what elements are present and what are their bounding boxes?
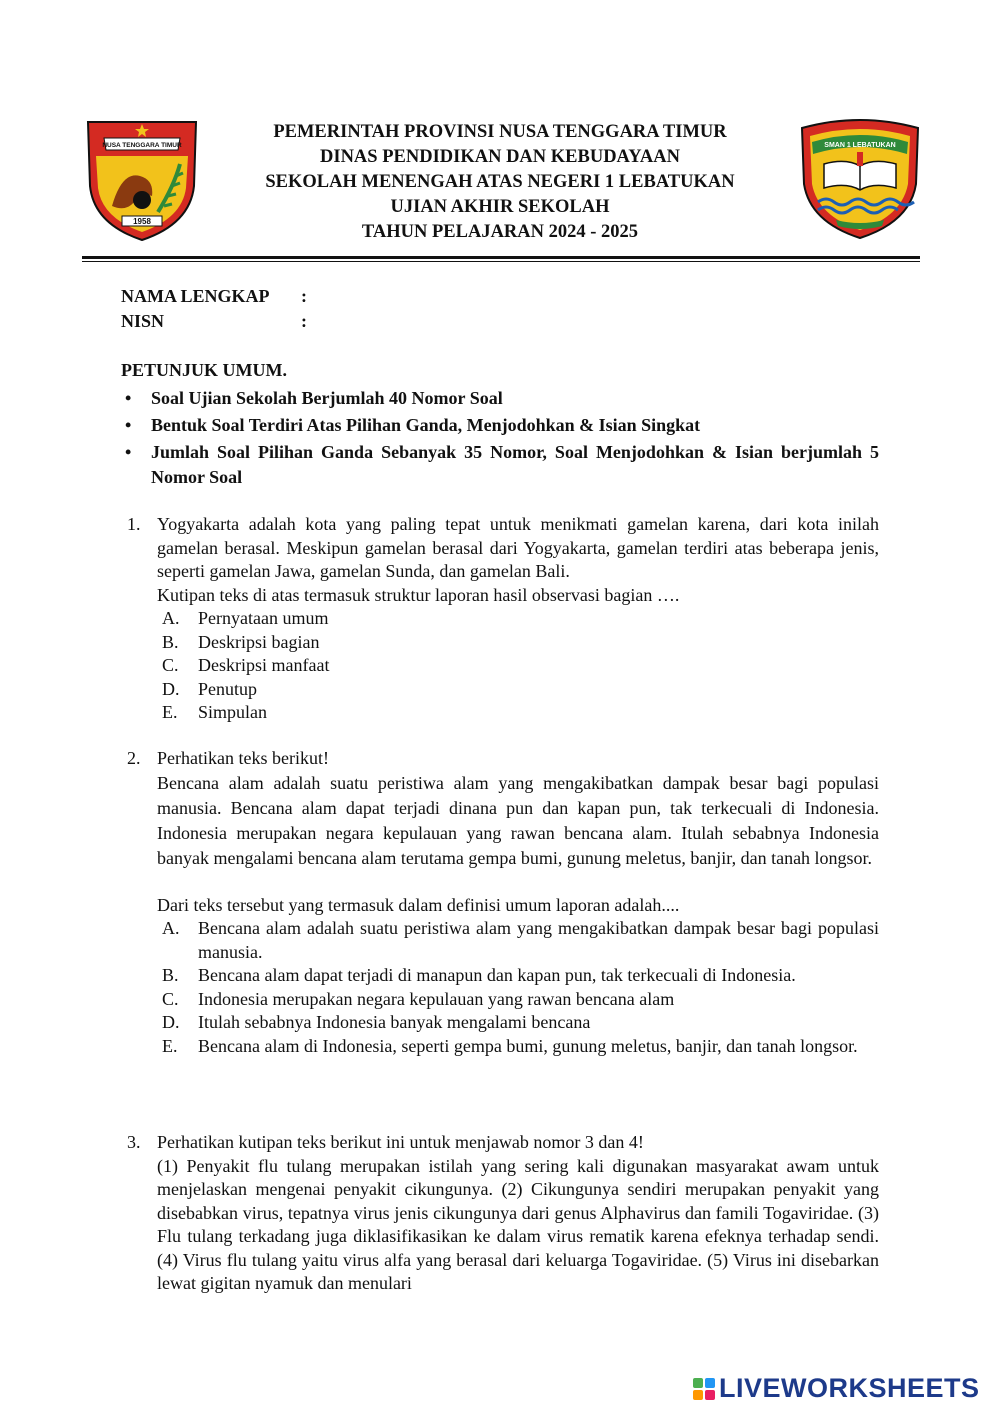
- question-number: 3.: [127, 1132, 141, 1152]
- name-label: NAMA LENGKAP: [121, 286, 270, 306]
- name-field-row: [121, 286, 307, 307]
- liveworksheets-watermark: [693, 1373, 980, 1404]
- school-emblem-label: SMAN 1 LEBATUKAN: [824, 142, 896, 149]
- answer-option-c[interactable]: C. Indonesia merupakan negara kepulauan yang rawan bencana alam: [162, 988, 675, 1009]
- answer-option-e[interactable]: E. Simpulan: [162, 702, 268, 722]
- bullet-icon: •: [125, 388, 132, 408]
- question-1: [121, 513, 879, 725]
- name-colon: :: [301, 286, 307, 306]
- question-number: 2.: [127, 748, 141, 768]
- question-number: 1.: [127, 514, 141, 534]
- nisn-label: NISN: [121, 311, 165, 331]
- answer-option-a[interactable]: A. Pernyataan umum: [162, 608, 329, 628]
- question-passage: (1) Penyakit flu tulang merupakan istilah yang sering kali digunakan masyarakat awam untuk menjelaskan mengenai penyakit cikungunya. (2) Cikungunya sendiri merupakan penyakit yang disebabkan virus, tepatnya virus jenis cikungunya dari genus Alphavirus dan famili Togaviridae. (3) Flu tulang terkadang juga diklasifikasikan ke dalam virus rematik karena efeknya terhadap sendi. (4) Virus flu tulang yaitu virus alfa yang berasal dari keluarga Togaviridae. (5) Virus ini disebarkan lewat gigitan nyamuk dan menulari: [157, 1155, 879, 1293]
- ntt-emblem-label: NUSA TENGGARA TIMUR: [102, 142, 182, 149]
- header-divider-thin: [82, 261, 920, 262]
- liveworksheets-text: LIVEWORKSHEETS: [719, 1373, 980, 1403]
- answer-option-c[interactable]: C. Deskripsi manfaat: [162, 655, 330, 675]
- letterhead-line-5: TAHUN PELAJARAN 2024 - 2025: [361, 222, 639, 242]
- school-emblem-icon: [796, 114, 924, 242]
- letterhead-line-1: PEMERINTAH PROVINSI NUSA TENGGARA TIMUR: [273, 122, 727, 142]
- question-3: [121, 1131, 879, 1296]
- answer-option-e[interactable]: E. Bencana alam di Indonesia, seperti gempa bumi, gunung meletus, banjir, dan tanah longsor.: [162, 1035, 858, 1056]
- header-divider-thick: [82, 256, 920, 259]
- answer-option-d[interactable]: D. Penutup: [162, 678, 258, 699]
- letterhead-line-2: DINAS PENDIDIKAN DAN KEBUDAYAAN: [320, 147, 680, 167]
- instructions-list: [121, 386, 879, 492]
- question-passage: Yogyakarta adalah kota yang paling tepat untuk menikmati gamelan karena, dari kota inilah gamelan berasal. Meskipun gamelan berasal dari Yogyakarta, gamelan terdiri atas beberapa jenis, seperti gamelan Jawa, gamelan Sunda, dan gamelan Bali.: [157, 514, 879, 581]
- answer-option-b[interactable]: B. Deskripsi bagian: [162, 631, 320, 652]
- ntt-emblem-icon: [82, 116, 202, 244]
- letterhead: [200, 120, 800, 245]
- question-intro: Perhatikan teks berikut!: [157, 748, 329, 768]
- answer-option-b[interactable]: B. Bencana alam dapat terjadi di manapun dan kapan pun, tak terkecuali di Indonesia.: [162, 965, 796, 985]
- question-2: [121, 747, 879, 1058]
- instruction-item: • Jumlah Soal Pilihan Ganda Sebanyak 35 Nomor, Soal Menjodohkan & Isian berjumlah 5 Nomor Soal: [125, 442, 879, 487]
- bullet-icon: •: [125, 442, 132, 462]
- bullet-icon: •: [125, 415, 132, 435]
- nisn-field-row: [121, 311, 307, 332]
- instruction-item: • Soal Ujian Sekolah Berjumlah 40 Nomor Soal: [121, 386, 879, 411]
- letterhead-line-3: SEKOLAH MENENGAH ATAS NEGERI 1 LEBATUKAN: [265, 172, 735, 192]
- liveworksheets-logo-icon: [693, 1378, 715, 1400]
- question-intro: Perhatikan kutipan teks berikut ini untuk menjawab nomor 3 dan 4!: [157, 1132, 644, 1152]
- question-prompt: Kutipan teks di atas termasuk struktur laporan hasil observasi bagian ….: [157, 584, 680, 605]
- nisn-colon: :: [301, 311, 307, 331]
- ntt-emblem-year: 1958: [133, 217, 151, 226]
- answer-options: [157, 607, 879, 725]
- answer-option-a[interactable]: A. Bencana alam adalah suatu peristiwa alam yang mengakibatkan dampak besar bagi populasi manusia.: [162, 918, 879, 962]
- question-prompt: Dari teks tersebut yang termasuk dalam definisi umum laporan adalah....: [157, 894, 680, 915]
- answer-options: [157, 917, 879, 1058]
- question-passage: Bencana alam adalah suatu peristiwa alam yang mengakibatkan dampak besar bagi populasi manusia. Bencana alam dapat terjadi dinana pun dan kapan pun, tak terkecuali di Indonesia. Indonesia merupakan negara kepulauan yang rawan bencana alam. Itulah sebabnya Indonesia banyak mengalami bencana alam terutama gempa bumi, gunung meletus, banjir, dan tanah longsor.: [157, 772, 879, 868]
- answer-option-d[interactable]: D. Itulah sebabnya Indonesia banyak mengalami bencana: [162, 1012, 591, 1032]
- letterhead-line-4: UJIAN AKHIR SEKOLAH: [390, 197, 610, 217]
- instruction-item: • Bentuk Soal Terdiri Atas Pilihan Ganda, Menjodohkan & Isian Singkat: [121, 413, 879, 438]
- instructions-title: PETUNJUK UMUM.: [121, 360, 287, 380]
